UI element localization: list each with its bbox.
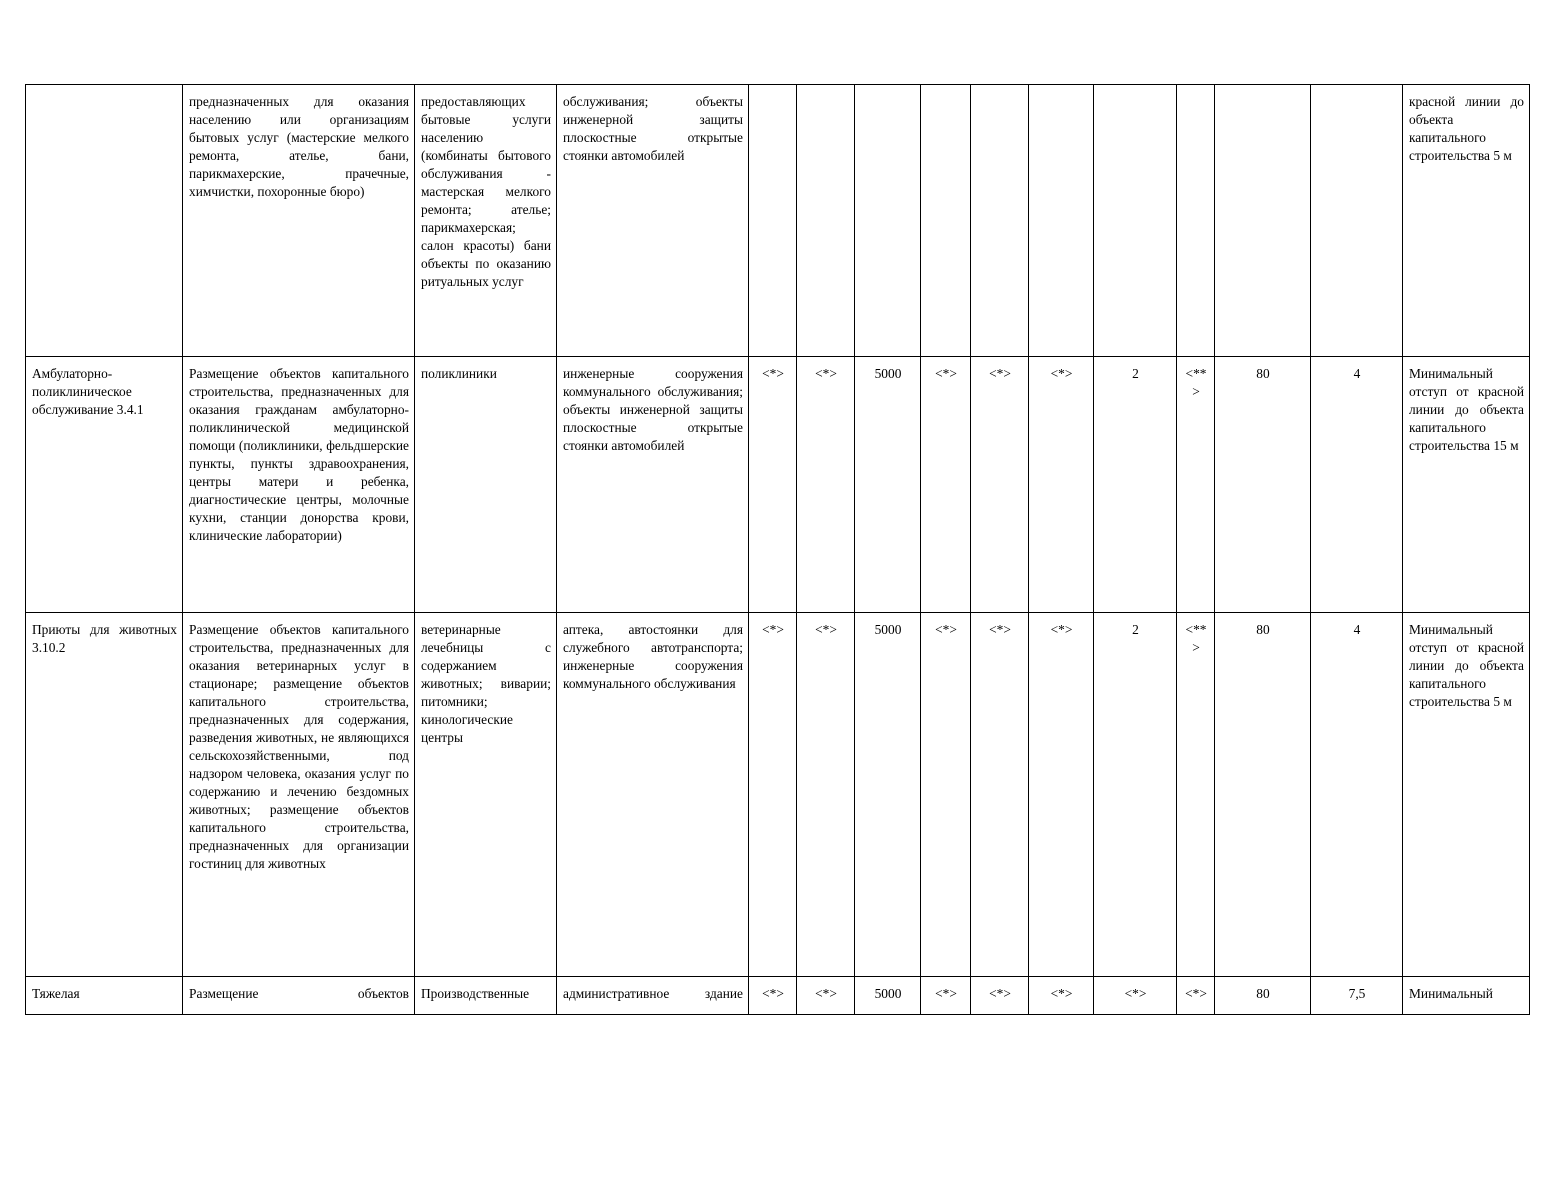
param-cell-1: <*>	[749, 977, 797, 1015]
setback-cell: Минимальный отступ от красной линии до объекта капитального строительства 5 м	[1403, 613, 1530, 977]
use-description-cell: Размещение объектов	[183, 977, 415, 1015]
param-cell-7: 2	[1094, 357, 1177, 613]
auxiliary-objects-cell: аптека, автостоянки для служебного автотранспорта; инженерные сооружения коммунального обслуживания	[557, 613, 749, 977]
param-cell-5	[971, 85, 1029, 357]
param-cell-8: <**>	[1177, 613, 1215, 977]
param-cell-1	[749, 85, 797, 357]
param-cell-2: <*>	[797, 613, 855, 977]
param-cell-6	[1029, 85, 1094, 357]
param-cell-9: 80	[1215, 613, 1311, 977]
param-cell-6: <*>	[1029, 357, 1094, 613]
auxiliary-objects-cell: инженерные сооружения коммунального обслуживания; объекты инженерной защиты плоскостные открытые стоянки автомобилей	[557, 357, 749, 613]
param-cell-3: 5000	[855, 613, 921, 977]
param-cell-4: <*>	[921, 977, 971, 1015]
setback-cell: Минимальный	[1403, 977, 1530, 1015]
main-objects-cell: Производственные	[415, 977, 557, 1015]
use-description-cell: Размещение объектов капитального строительства, предназначенных для оказания гражданам амбулаторно-поликлинической медицинской помощи (поликлиники, фельдшерские пункты, пункты здравоохранения, центры матери и ребенка, диагностические центры, молочные кухни, станции донорства крови, клинические лаборатории)	[183, 357, 415, 613]
param-cell-5: <*>	[971, 613, 1029, 977]
param-cell-2: <*>	[797, 977, 855, 1015]
use-name-cell: Тяжелая	[26, 977, 183, 1015]
param-cell-10: 4	[1311, 357, 1403, 613]
param-cell-9: 80	[1215, 977, 1311, 1015]
param-cell-3	[855, 85, 921, 357]
param-cell-9: 80	[1215, 357, 1311, 613]
param-cell-6: <*>	[1029, 977, 1094, 1015]
table-row	[26, 613, 1530, 977]
param-cell-5: <*>	[971, 977, 1029, 1015]
param-cell-4	[921, 85, 971, 357]
auxiliary-objects-cell: обслуживания; объекты инженерной защиты плоскостные открытые стоянки автомобилей	[557, 85, 749, 357]
param-cell-8	[1177, 85, 1215, 357]
param-cell-1: <*>	[749, 357, 797, 613]
param-cell-7: <*>	[1094, 977, 1177, 1015]
zoning-regulations-table	[25, 84, 1530, 1015]
main-objects-cell: ветеринарные лечебницы с содержанием животных; виварии; питомники; кинологические центры	[415, 613, 557, 977]
param-cell-3: 5000	[855, 977, 921, 1015]
use-name-cell: Амбулаторно-поликлиническое обслуживание 3.4.1	[26, 357, 183, 613]
table-row	[26, 977, 1530, 1015]
param-cell-3: 5000	[855, 357, 921, 613]
use-description-cell: Размещение объектов капитального строительства, предназначенных для оказания ветеринарных услуг в стационаре; размещение объектов капитального строительства, предназначенных для содержания, разведения животных, не являющихся сельскохозяйственными, под надзором человека, оказания услуг по содержанию и лечению бездомных животных; размещение объектов капитального строительства, предназначенных для организации гостиниц для животных	[183, 613, 415, 977]
param-cell-10: 4	[1311, 613, 1403, 977]
auxiliary-objects-cell: административное здание	[557, 977, 749, 1015]
main-objects-cell: поликлиники	[415, 357, 557, 613]
param-cell-2	[797, 85, 855, 357]
param-cell-4: <*>	[921, 357, 971, 613]
setback-cell: красной линии до объекта капитального строительства 5 м	[1403, 85, 1530, 357]
param-cell-9	[1215, 85, 1311, 357]
param-cell-8: <*>	[1177, 977, 1215, 1015]
use-name-cell	[26, 85, 183, 357]
table-row	[26, 85, 1530, 357]
param-cell-1: <*>	[749, 613, 797, 977]
param-cell-8: <**>	[1177, 357, 1215, 613]
main-objects-cell: предоставляющих бытовые услуги населению (комбинаты бытового обслуживания - мастерская мелкого ремонта; ателье; парикмахерская; салон красоты) бани объекты по оказанию ритуальных услуг	[415, 85, 557, 357]
param-cell-7	[1094, 85, 1177, 357]
use-description-cell: предназначенных для оказания населению или организациям бытовых услуг (мастерские мелкого ремонта, ателье, бани, парикмахерские, прачечные, химчистки, похоронные бюро)	[183, 85, 415, 357]
param-cell-5: <*>	[971, 357, 1029, 613]
param-cell-10	[1311, 85, 1403, 357]
param-cell-6: <*>	[1029, 613, 1094, 977]
param-cell-7: 2	[1094, 613, 1177, 977]
param-cell-4: <*>	[921, 613, 971, 977]
setback-cell: Минимальный отступ от красной линии до объекта капитального строительства 15 м	[1403, 357, 1530, 613]
param-cell-10: 7,5	[1311, 977, 1403, 1015]
table-row	[26, 357, 1530, 613]
use-name-cell: Приюты для животных 3.10.2	[26, 613, 183, 977]
param-cell-2: <*>	[797, 357, 855, 613]
